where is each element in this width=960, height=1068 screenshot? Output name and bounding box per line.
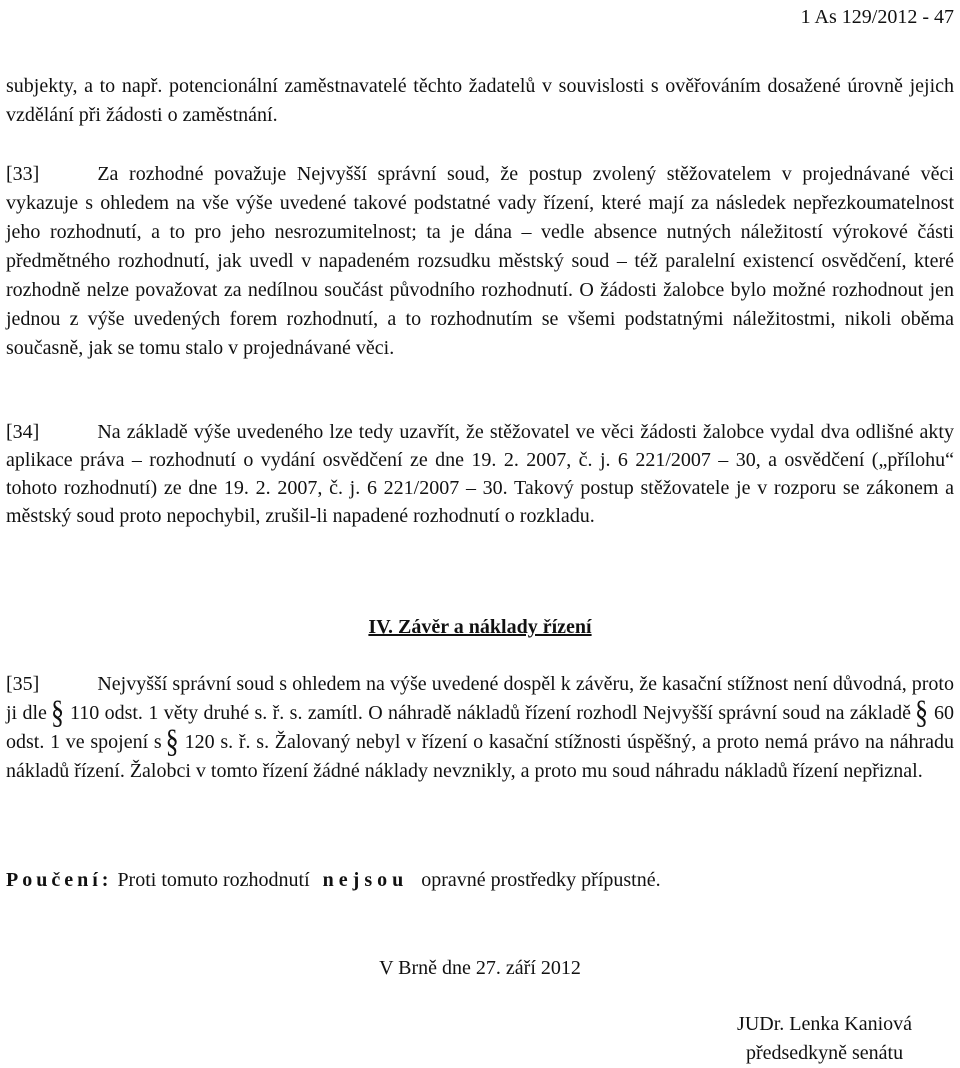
signer-role: předsedkyně senátu: [745, 1042, 904, 1064]
instruction-text-before: Proti tomuto rozhodnutí: [117, 869, 310, 891]
instruction-label: Poučení:: [6, 869, 113, 891]
paragraph-33: [6, 160, 954, 363]
paragraph-35-text-3: 60 odst. 1 ve spojení s: [6, 702, 954, 753]
paragraph-35-number: [35]: [6, 673, 40, 695]
paragraph-34-number: [34]: [6, 421, 40, 443]
paragraph-35: [6, 670, 954, 786]
case-number: 1 As 129/2012 - 47: [800, 6, 954, 28]
paragraph-34-text: Na základě výše uvedeného lze tedy uzavřít, že stěžovatel ve věci žádosti žalobce vydal dva odlišné akty aplikace práva – rozhodnutí o vydání osvědčení ze dne 19. 2. 2007, č. j. 6 221/2007 – 30, a osvědčení („přílohu“ tohoto rozhodnutí) ze dne 19. 2. 2007, č. j. 6 221/2007 – 30. Takový postup stěžovatele je v rozporu se zákonem a městský soud proto nepochybil, zrušil-li napadené rozhodnutí o rozkladu.: [6, 421, 954, 527]
section-sign-icon: §: [915, 694, 928, 731]
section-sign-icon: §: [50, 694, 64, 731]
paragraph-35-text-4: 120 s. ř. s. Žalovaný nebyl v řízení o kasační stížnosti úspěšný, a proto nemá právo na náhradu nákladů řízení. Žalobci v tomto řízení žádné náklady nevznikly, a proto mu soud náhradu nákladů řízení nepřiznal.: [6, 731, 954, 782]
paragraph-33-number: [33]: [6, 163, 40, 185]
signature-block: [737, 1010, 912, 1068]
paragraph-35-text-2: 110 odst. 1 věty druhé s. ř. s. zamítl. O náhradě nákladů řízení rozhodl Nejvyšší správní soud na základě: [69, 702, 911, 724]
section-sign-icon: §: [165, 723, 179, 760]
paragraph-33-text: Za rozhodné považuje Nejvyšší správní soud, že postup zvolený stěžovatelem v projednávané věci vykazuje s ohledem na vše výše uvedené takové podstatné vady řízení, které mají za následek nepřezkoumatelnost jeho rozhodnutí, a to pro jeho nesrozumitelnost; ta je dána – vedle absence nutných náležitostí výrokové části předmětného rozhodnutí, jak uvedl v napadeném rozsudku městský soud – též paralelní existencí osvědčení, které rozhodně nelze považovat za nedílnou součást původního rozhodnutí. O žádosti žalobce bylo možné rozhodnout jen jednou z výše uvedených forem rozhodnutí, a to rozhodnutím se všemi podstatnými náležitostmi, nikoli oběma současně, jak se tomu stalo v projednávané věci.: [6, 163, 954, 359]
instruction-emphasis: nejsou: [322, 869, 409, 891]
paragraph-35-text-1: Nejvyšší správní soud s ohledem na výše uvedené dospěl k závěru, že kasační stížnost není důvodná, proto ji dle: [6, 673, 954, 724]
place-date: V Brně dne 27. září 2012: [379, 957, 581, 979]
intro-paragraph: subjekty, a to např. potencionální zaměstnavatelé těchto žadatelů v souvislosti s ověřováním dosažené úrovně jejich vzdělání při žádosti o zaměstnání.: [6, 75, 954, 126]
paragraph-34: [6, 418, 954, 530]
instruction-text-after: opravné prostředky přípustné.: [421, 869, 661, 891]
signer-name: JUDr. Lenka Kaniová: [737, 1013, 912, 1035]
instruction-line: [6, 866, 661, 895]
section-heading: IV. Závěr a náklady řízení: [368, 616, 592, 638]
